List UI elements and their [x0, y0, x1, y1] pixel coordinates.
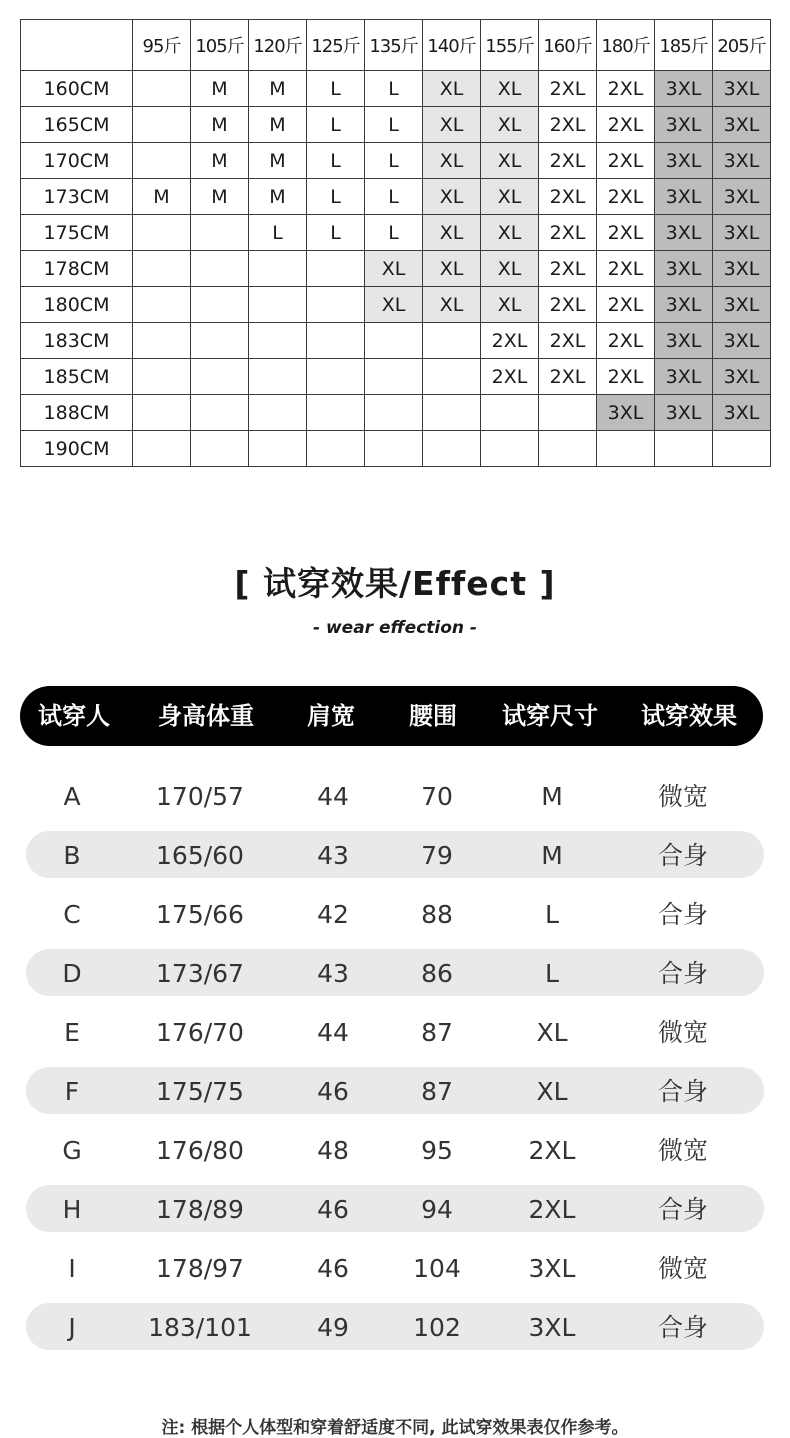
size-cell: [249, 251, 307, 287]
size-cell: 3XL: [713, 179, 771, 215]
size-cell: [481, 395, 539, 431]
size-cell: 2XL: [597, 359, 655, 395]
size-cell: 3XL: [713, 215, 771, 251]
size-cell: [481, 431, 539, 467]
size-chart-row: [21, 359, 771, 395]
size-cell: [133, 323, 191, 359]
size-cell: 2XL: [539, 323, 597, 359]
tester-cell: F: [64, 1077, 80, 1106]
size-cell: L: [545, 900, 559, 929]
size-cell: 3XL: [655, 143, 713, 179]
size-cell: 3XL: [713, 359, 771, 395]
height-weight-cell: 165/60: [156, 841, 244, 870]
size-cell: [539, 431, 597, 467]
size-cell: XL: [536, 1077, 568, 1106]
size-cell: M: [249, 71, 307, 107]
size-cell: M: [191, 179, 249, 215]
size-chart-row: [21, 143, 771, 179]
size-cell: XL: [481, 287, 539, 323]
height-label: 178CM: [21, 251, 133, 287]
size-cell: L: [365, 179, 423, 215]
size-cell: [307, 395, 365, 431]
waist-cell: 94: [421, 1195, 453, 1224]
effect-row: [26, 772, 764, 819]
size-cell: L: [365, 143, 423, 179]
size-cell: [191, 215, 249, 251]
size-cell: 2XL: [597, 107, 655, 143]
weight-header: 180斤: [597, 20, 655, 71]
height-weight-cell: 175/75: [156, 1077, 244, 1106]
size-cell: [191, 395, 249, 431]
size-cell: [307, 431, 365, 467]
weight-header: 95斤: [133, 20, 191, 71]
waist-cell: 87: [421, 1018, 453, 1047]
shoulder-cell: 43: [317, 959, 349, 988]
height-weight-cell: 173/67: [156, 959, 244, 988]
tester-cell: E: [64, 1018, 80, 1047]
size-cell: 2XL: [539, 179, 597, 215]
height-label: 170CM: [21, 143, 133, 179]
size-cell: M: [541, 841, 563, 870]
size-cell: 3XL: [713, 395, 771, 431]
size-cell: 2XL: [539, 71, 597, 107]
footer-note: 注: 根据个人体型和穿着舒适度不同, 此试穿效果表仅作参考。: [161, 1418, 629, 1438]
size-cell: 3XL: [655, 71, 713, 107]
size-cell: 3XL: [655, 251, 713, 287]
size-cell: 3XL: [713, 323, 771, 359]
fit-cell: 微宽: [657, 1254, 708, 1283]
height-label: 180CM: [21, 287, 133, 323]
size-cell: XL: [423, 179, 481, 215]
size-cell: 3XL: [655, 395, 713, 431]
size-cell: XL: [481, 71, 539, 107]
effect-row: [26, 831, 764, 878]
size-cell: [597, 431, 655, 467]
effect-row: [26, 949, 764, 996]
size-cell: L: [365, 215, 423, 251]
size-cell: XL: [481, 143, 539, 179]
effect-row: [26, 1008, 764, 1055]
size-cell: M: [133, 179, 191, 215]
weight-header: 155斤: [481, 20, 539, 71]
size-cell: M: [249, 179, 307, 215]
tester-cell: A: [63, 782, 81, 811]
size-cell: [307, 287, 365, 323]
size-cell: 2XL: [597, 71, 655, 107]
size-cell: XL: [423, 251, 481, 287]
height-label: 190CM: [21, 431, 133, 467]
effect-row: [26, 890, 764, 937]
size-cell: XL: [423, 215, 481, 251]
size-cell: 3XL: [528, 1313, 576, 1342]
size-cell: XL: [481, 215, 539, 251]
size-cell: [365, 323, 423, 359]
size-cell: 3XL: [713, 287, 771, 323]
weight-header: 160斤: [539, 20, 597, 71]
effect-row: [26, 1126, 764, 1173]
size-cell: 2XL: [597, 251, 655, 287]
size-cell: L: [307, 179, 365, 215]
size-cell: M: [191, 71, 249, 107]
fit-cell: 合身: [657, 1313, 708, 1342]
size-chart-row: [21, 107, 771, 143]
size-cell: [133, 71, 191, 107]
header-shoulder: 肩宽: [307, 702, 355, 730]
effect-row: [26, 1303, 764, 1350]
size-cell: [133, 395, 191, 431]
weight-header: 140斤: [423, 20, 481, 71]
size-cell: [249, 323, 307, 359]
waist-cell: 70: [421, 782, 453, 811]
size-cell: M: [191, 143, 249, 179]
size-cell: XL: [423, 287, 481, 323]
size-cell: [133, 107, 191, 143]
size-cell: L: [307, 107, 365, 143]
size-cell: 2XL: [539, 143, 597, 179]
size-cell: L: [249, 215, 307, 251]
size-cell: [423, 359, 481, 395]
height-weight-cell: 178/97: [156, 1254, 244, 1283]
size-cell: M: [249, 143, 307, 179]
height-label: 185CM: [21, 359, 133, 395]
shoulder-cell: 46: [317, 1254, 349, 1283]
effect-row: [26, 1067, 764, 1114]
size-chart-row: [21, 251, 771, 287]
size-cell: 3XL: [528, 1254, 576, 1283]
fit-cell: 合身: [657, 900, 708, 929]
size-cell: XL: [481, 107, 539, 143]
size-cell: L: [545, 959, 559, 988]
size-cell: 3XL: [655, 323, 713, 359]
waist-cell: 95: [421, 1136, 453, 1165]
size-cell: 2XL: [597, 143, 655, 179]
height-weight-cell: 176/70: [156, 1018, 244, 1047]
effect-header-bar: [20, 686, 763, 746]
size-cell: 3XL: [713, 71, 771, 107]
size-cell: 3XL: [597, 395, 655, 431]
height-weight-cell: 176/80: [156, 1136, 244, 1165]
size-cell: [539, 395, 597, 431]
size-cell: 2XL: [597, 323, 655, 359]
height-weight-cell: 178/89: [156, 1195, 244, 1224]
size-cell: 2XL: [539, 107, 597, 143]
size-cell: [365, 395, 423, 431]
size-cell: 2XL: [539, 359, 597, 395]
fit-cell: 合身: [657, 1195, 708, 1224]
waist-cell: 87: [421, 1077, 453, 1106]
size-chart-row: [21, 431, 771, 467]
header-tester: 试穿人: [38, 702, 110, 730]
waist-cell: 79: [421, 841, 453, 870]
size-cell: [307, 323, 365, 359]
size-cell: [423, 323, 481, 359]
size-cell: [249, 395, 307, 431]
waist-cell: 86: [421, 959, 453, 988]
size-cell: [423, 395, 481, 431]
size-chart-table: [20, 19, 771, 467]
size-cell: [191, 287, 249, 323]
size-cell: [133, 359, 191, 395]
effect-subtitle: - wear effection -: [313, 618, 477, 638]
effect-title: [ 试穿效果/Effect ]: [234, 564, 556, 603]
size-cell: 2XL: [481, 359, 539, 395]
size-cell: 2XL: [539, 215, 597, 251]
size-chart-row: [21, 287, 771, 323]
header-fit: 试穿效果: [641, 702, 737, 730]
fit-cell: 微宽: [657, 1136, 708, 1165]
header-waist: 腰围: [409, 702, 457, 730]
weight-header: 125斤: [307, 20, 365, 71]
shoulder-cell: 43: [317, 841, 349, 870]
size-cell: XL: [536, 1018, 568, 1047]
weight-header: 105斤: [191, 20, 249, 71]
shoulder-cell: 46: [317, 1195, 349, 1224]
size-cell: 2XL: [539, 287, 597, 323]
size-cell: L: [307, 215, 365, 251]
size-cell: [191, 359, 249, 395]
shoulder-cell: 42: [317, 900, 349, 929]
height-label: 160CM: [21, 71, 133, 107]
weight-header: 205斤: [713, 20, 771, 71]
header-height-weight: 身高体重: [158, 702, 254, 730]
size-cell: [307, 251, 365, 287]
fit-cell: 微宽: [657, 1018, 708, 1047]
fit-cell: 合身: [657, 1077, 708, 1106]
height-label: 188CM: [21, 395, 133, 431]
size-cell: M: [249, 107, 307, 143]
height-label: 165CM: [21, 107, 133, 143]
size-cell: L: [307, 143, 365, 179]
size-cell: [133, 215, 191, 251]
shoulder-cell: 46: [317, 1077, 349, 1106]
size-cell: [133, 143, 191, 179]
size-chart-row: [21, 323, 771, 359]
size-cell: [133, 251, 191, 287]
effect-row: [26, 1244, 764, 1291]
size-cell: XL: [481, 251, 539, 287]
size-cell: 3XL: [655, 179, 713, 215]
size-cell: L: [307, 71, 365, 107]
size-cell: [307, 359, 365, 395]
size-cell: [423, 431, 481, 467]
size-cell: [133, 431, 191, 467]
size-cell: XL: [423, 107, 481, 143]
size-cell: [191, 431, 249, 467]
tester-cell: G: [62, 1136, 82, 1165]
size-cell: [655, 431, 713, 467]
size-cell: 3XL: [655, 107, 713, 143]
weight-header: 120斤: [249, 20, 307, 71]
size-cell: [365, 431, 423, 467]
size-cell: 2XL: [597, 179, 655, 215]
size-cell: [191, 251, 249, 287]
size-cell: [365, 359, 423, 395]
height-weight-cell: 183/101: [148, 1313, 252, 1342]
size-cell: [249, 431, 307, 467]
size-cell: [191, 323, 249, 359]
size-cell: [249, 287, 307, 323]
height-weight-cell: 175/66: [156, 900, 244, 929]
tester-cell: J: [68, 1313, 76, 1342]
shoulder-cell: 49: [317, 1313, 349, 1342]
height-label: 173CM: [21, 179, 133, 215]
waist-cell: 88: [421, 900, 453, 929]
size-cell: 3XL: [655, 359, 713, 395]
size-chart-row: [21, 71, 771, 107]
size-cell: M: [541, 782, 563, 811]
fit-cell: 微宽: [657, 782, 708, 811]
weight-header: 135斤: [365, 20, 423, 71]
tester-cell: H: [62, 1195, 82, 1224]
size-cell: L: [365, 71, 423, 107]
size-cell: L: [365, 107, 423, 143]
size-cell: [713, 431, 771, 467]
tester-cell: D: [62, 959, 82, 988]
weight-header: 185斤: [655, 20, 713, 71]
effect-row: [26, 1185, 764, 1232]
size-cell: 3XL: [713, 107, 771, 143]
size-cell: XL: [365, 287, 423, 323]
size-chart-row: [21, 179, 771, 215]
size-cell: 2XL: [539, 251, 597, 287]
size-cell: XL: [423, 71, 481, 107]
size-chart-row: [21, 215, 771, 251]
fit-cell: 合身: [657, 959, 708, 988]
tester-cell: B: [63, 841, 81, 870]
shoulder-cell: 48: [317, 1136, 349, 1165]
shoulder-cell: 44: [317, 1018, 349, 1047]
size-cell: [133, 287, 191, 323]
height-label: 175CM: [21, 215, 133, 251]
size-chart-corner: [21, 20, 133, 71]
tester-cell: I: [68, 1254, 76, 1283]
height-weight-cell: 170/57: [156, 782, 244, 811]
size-cell: XL: [365, 251, 423, 287]
size-cell: 2XL: [597, 287, 655, 323]
size-cell: 2XL: [528, 1195, 576, 1224]
size-cell: 3XL: [655, 287, 713, 323]
size-cell: M: [191, 107, 249, 143]
height-label: 183CM: [21, 323, 133, 359]
effect-rows: [26, 772, 764, 1362]
waist-cell: 102: [413, 1313, 461, 1342]
shoulder-cell: 44: [317, 782, 349, 811]
fit-cell: 合身: [657, 841, 708, 870]
size-cell: 3XL: [655, 215, 713, 251]
size-chart-row: [21, 395, 771, 431]
waist-cell: 104: [413, 1254, 461, 1283]
size-cell: 2XL: [481, 323, 539, 359]
size-cell: 3XL: [713, 251, 771, 287]
tester-cell: C: [63, 900, 81, 929]
size-cell: [249, 359, 307, 395]
header-size: 试穿尺寸: [502, 702, 598, 730]
size-cell: 2XL: [528, 1136, 576, 1165]
size-cell: XL: [481, 179, 539, 215]
size-chart-header-row: [21, 20, 771, 71]
size-cell: XL: [423, 143, 481, 179]
size-cell: 2XL: [597, 215, 655, 251]
size-cell: 3XL: [713, 143, 771, 179]
